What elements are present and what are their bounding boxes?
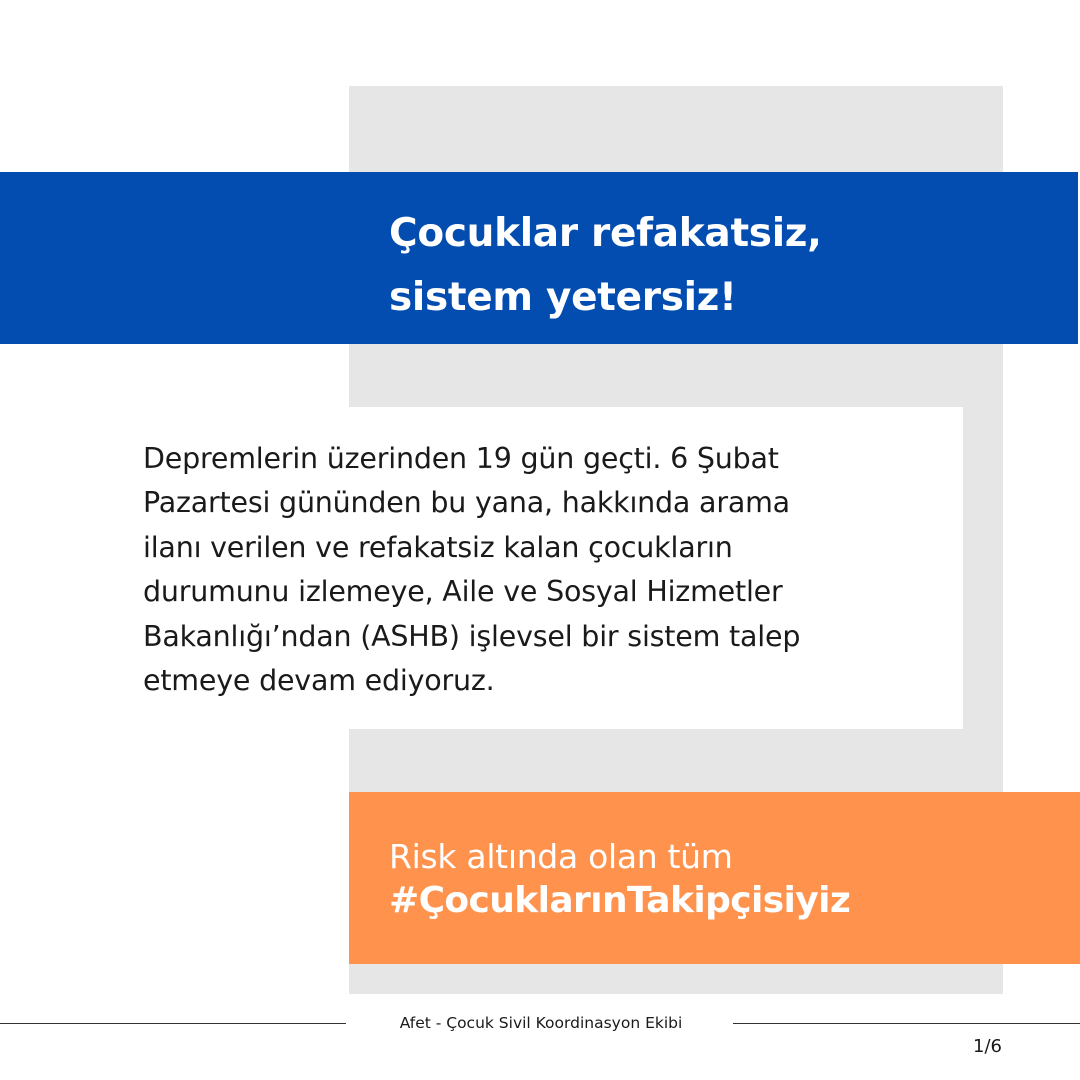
- body-line: etmeye devam ediyoruz.: [143, 664, 495, 698]
- headline-line-2: sistem yetersiz!: [389, 275, 737, 320]
- hashtag: #ÇocuklarınTakipçisiyiz: [389, 880, 851, 921]
- body-line: Bakanlığı’ndan (ASHB) işlevsel bir sistem talep: [143, 619, 801, 653]
- footer-divider-right: [733, 1023, 1080, 1024]
- body-line: Depremlerin üzerinden 19 gün geçti. 6 Şubat: [143, 442, 779, 475]
- body-line: durumunu izlemeye, Aile ve Sosyal Hizmetler: [143, 575, 783, 609]
- headline: [389, 202, 822, 330]
- headline-line-1: Çocuklar refakatsiz,: [389, 211, 822, 256]
- footer-organization: Afet - Çocuk Sivil Koordinasyon Ekibi: [399, 1014, 683, 1032]
- body-paragraph: [143, 437, 800, 703]
- body-line: Pazartesi gününden bu yana, hakkında arama: [143, 486, 790, 520]
- call-to-action-text: Risk altında olan tüm: [389, 837, 733, 876]
- body-line: ilanı verilen ve refakatsiz kalan çocukların: [143, 530, 733, 564]
- page-indicator: 1/6: [973, 1036, 1002, 1057]
- footer-divider-left: [0, 1023, 346, 1024]
